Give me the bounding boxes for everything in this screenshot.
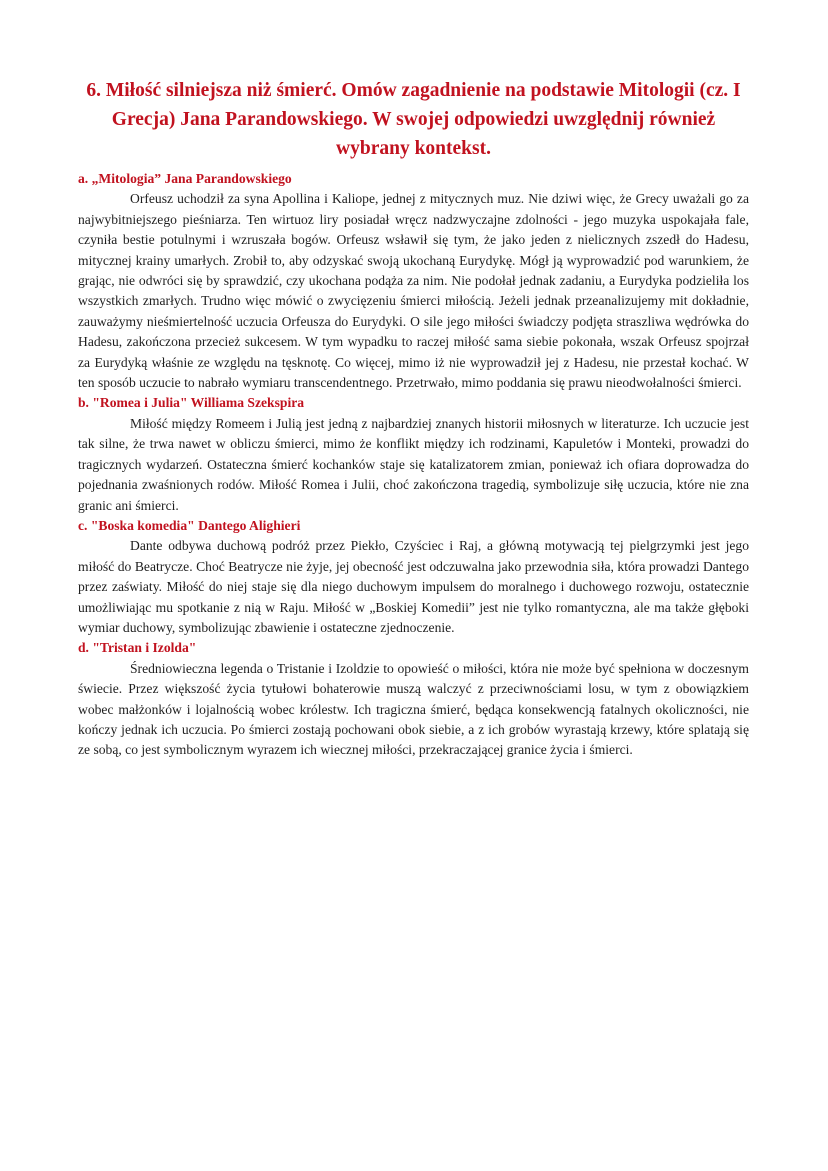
section-paragraph: Średniowieczna legenda o Tristanie i Izoldzie to opowieść o miłości, która nie może być spełniona w doczesnym świecie. Przez większość życia tytułowi bohaterowie muszą walczyć z przeciwnościami losu, w tym z obowiązkiem wobec małżonków i lojalnością wobec królestw. Ich tragiczna śmierć, będąca konsekwencją fatalnych okoliczności, nie kończy jednak ich uczucia. Po śmierci zostają pochowani obok siebie, a z ich grobów wyrastają krzewy, które splatają się ze sobą, co jest symbolicznym wyrazem ich wiecznej miłości, przekraczającej granice życia i śmierci. [78,660,749,758]
section-tristan-i-izolda [78,638,749,760]
section-heading: d. "Tristan i Izolda" [78,640,197,656]
section-heading: a. „Mitologia” Jana Parandowskiego [78,171,292,186]
section-paragraph: Miłość między Romeem i Julią jest jedną z najbardziej znanych historii miłosnych w literaturze. Ich uczucie jest tak silne, że trwa nawet w obliczu śmierci, mimo że konflikt między ich rodzinami, Kapuletów i Monteki, prowadzi do tragicznych wydarzeń. Ostateczna śmierć kochanków staje się katalizatorem zmian, ponieważ ich ofiara doprowadza do pojednania zwaśnionych rodów. Miłość Romea i Julii, choć zakończona tragedią, symbolizuje siłę uczucia, które nie zna granic ani śmierci. [78,415,749,513]
section-boska-komedia [78,516,749,638]
section-heading: c. "Boska komedia" Dantego Alighieri [78,517,301,533]
section-mitologia [78,169,749,393]
section-paragraph: Dante odbywa duchową podróż przez Piekło, Czyściec i Raj, a główną motywacją tej pielgrzymki jest jego miłość do Beatrycze. Choć Beatrycze nie żyje, jej obecność jest odczuwalna jako przewodnia siła, która prowadzi Dantego przez zaświaty. Miłość do niej staje się dla niego duchowym impulsem do moralnego i duchowego rozwoju, ostatecznie umożliwiając mu spotkanie z nią w Raju. Miłość w „Boskiej Komedii” jest nie tylko romantyczna, ale ma także głęboki wymiar duchowy, symbolizując zbawienie i ostateczne zjednoczenie. [78,538,749,635]
section-heading: b. "Romea i Julia" Williama Szekspira [78,395,305,411]
document-title: 6. Miłość silniejsza niż śmierć. Omów zagadnienie na podstawie Mitologii (cz. I Grecja) Jana Parandowskiego. W swojej odpowiedzi uwzględnij również wybrany kontekst. [86,80,741,159]
section-romeo-i-julia [78,393,749,515]
section-paragraph: Orfeusz uchodził za syna Apollina i Kaliope, jednej z mitycznych muz. Nie dziwi więc, że Grecy uważali go za najwybitniejszego pieśniarza. Ten wirtuoz liry posiadał wręcz nadzwyczajne zdolności - jego muzyka uspokajała fale, czyniła bestie potulnymi i wzruszała bogów. Orfeusz wsławił się tym, że jako jeden z nielicznych zszedł do Hadesu, mitycznej krainy umarłych. Zrobił to, aby odzyskać swoją ukochaną Eurydykę. Mógł ją wyprowadzić pod warunkiem, że grając, nie odwróci się by sprawdzić, czy ukochana podąża za nim. Nie podołał jednak zadaniu, a Eurydyka podzieliła los wszystkich zmarłych. Trudno więc mówić o zwycięzeniu śmierci miłością. Jeżeli jednak przeanalizujemy mit dokładnie, zauważymy nieśmiertelność uczucia Orfeusza do Eurydyki. O sile jego miłości świadczy podjęta straszliwa wędrówka do Hadesu, zakończona przecież sukcesem. W tym wypadku to raczej miłość sama siebie pokonała, wszak Orfeusz spojrzał za Eurydyką właśnie ze względu na tęsknotę. Co więcej, mimo iż nie wyprowadził jej z Hadesu, nie przestał kochać. W ten sposób uczucie to nabrało wymiaru transcendentnego. Przetrwało, mimo poddania się prawu nieodwołalności śmierci. [78,191,749,391]
document-page [78,76,749,761]
